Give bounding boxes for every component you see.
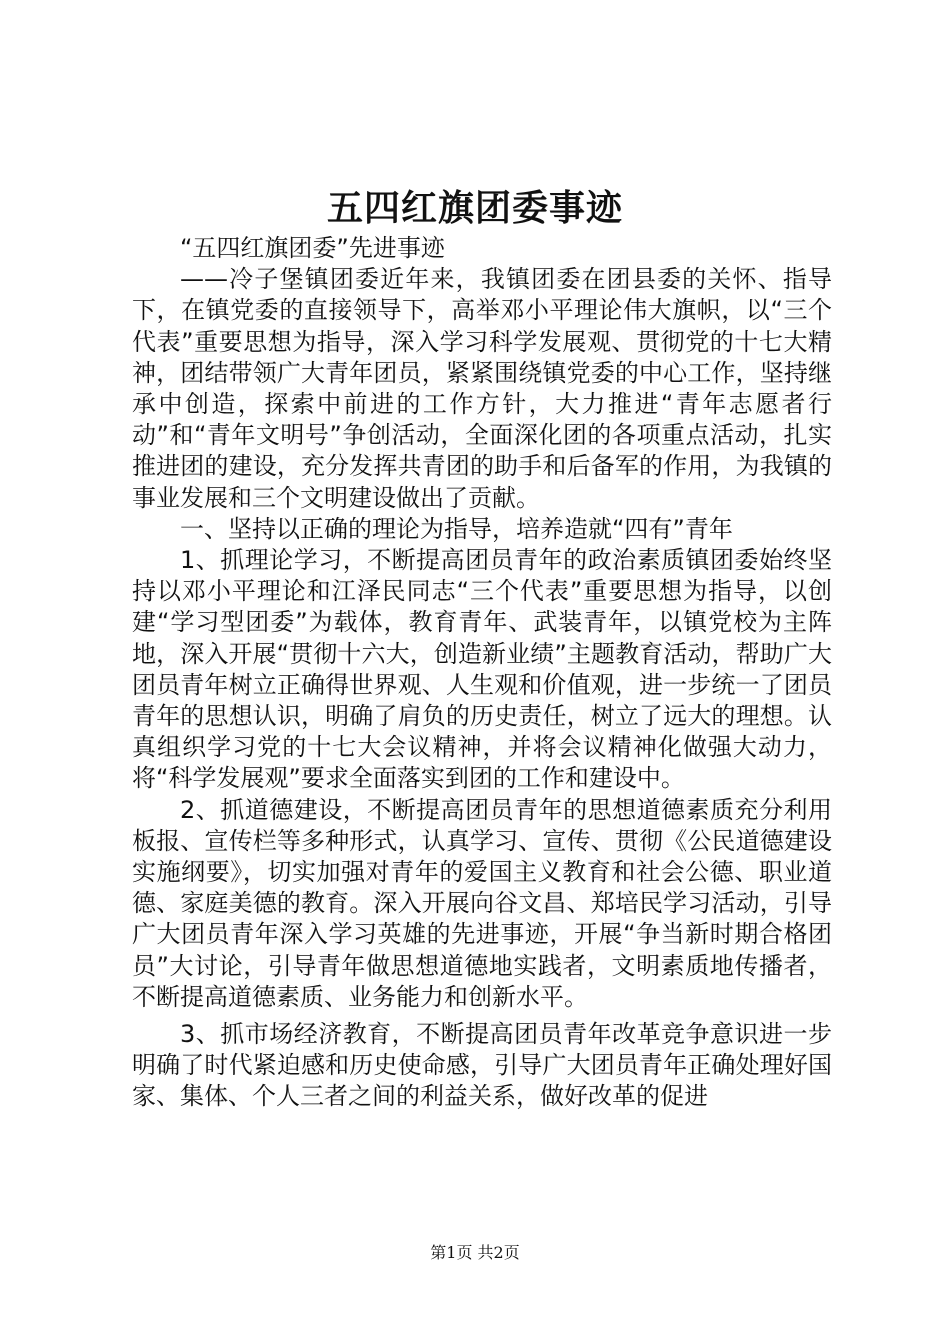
subtitle-paragraph: “五四红旗团委”先进事迹: [180, 234, 445, 262]
page-footer: 第1页 共2页: [430, 1243, 520, 1262]
intro-paragraph: ——冷子堡镇团委近年来，我镇团委在团县委的关怀、指导下，在镇党委的直接领导下，高举邓小平理论伟大旗帜，以“三个代表”重要思想为指导，深入学习科学发展观、贯彻党的十七大精神，团结带领广大青年团员，紧紧围绕镇党委的中心工作，坚持继承中创造，探索中前进的工作方针，大力推进“青年志愿者行动”和“青年文明号”争创活动，全面深化团的各项重点活动，扎实推进团的建设，充分发挥共青团的助手和后备军的作用，为我镇的事业发展和三个文明建设做出了贡献。: [132, 265, 832, 512]
paragraph-1: 1、抓理论学习，不断提高团员青年的政治素质镇团委始终坚持以邓小平理论和江泽民同志“三个代表”重要思想为指导，以创建“学习型团委”为载体，教育青年、武装青年，以镇党校为主阵地，深入开展“贯彻十六大，创造新业绩”主题教育活动，帮助广大团员青年树立正确得世界观、人生观和价值观，进一步统一了团员青年的思想认识，明确了肩负的历史责任，树立了远大的理想。认真组织学习党的十七大会议精神，并将会议精神化做强大动力，将“科学发展观”要求全面落实到团的工作和建设中。: [132, 546, 832, 793]
document-title: 五四红旗团委事迹: [326, 187, 623, 229]
paragraph-3: 3、抓市场经济教育，不断提高团员青年改革竞争意识进一步明确了时代紧迫感和历史使命感，引导广大团员青年正确处理好国家、集体、个人三者之间的利益关系，做好改革的促进: [132, 1020, 832, 1111]
section-heading: 一、坚持以正确的理论为指导，培养造就“四有”青年: [180, 514, 733, 543]
paragraph-2: 2、抓道德建设，不断提高团员青年的思想道德素质充分利用板报、宣传栏等多种形式，认真学习、宣传、贯彻《公民道德建设实施纲要》，切实加强对青年的爱国主义教育和社会公德、职业道德、家庭美德的教育。深入开展向谷文昌、郑培民学习活动，引导广大团员青年深入学习英雄的先进事迹，开展“争当新时期合格团员”大讨论，引导青年做思想道德地实践者，文明素质地传播者，不断提高道德素质、业务能力和创新水平。: [132, 795, 832, 1011]
document-body: [132, 233, 832, 1113]
